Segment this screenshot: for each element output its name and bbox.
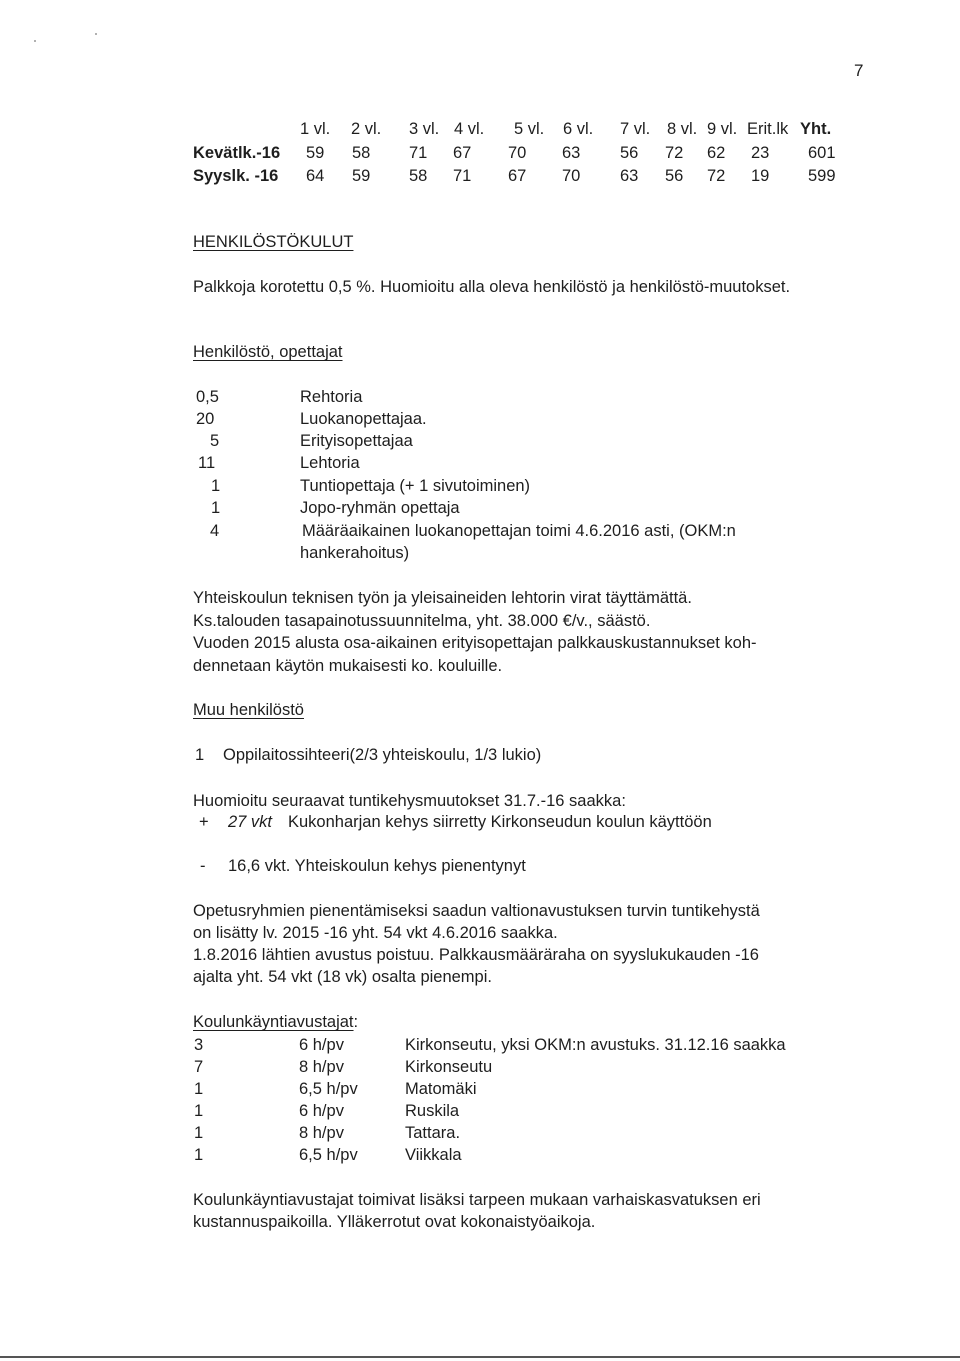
page-number: 7 <box>854 61 864 80</box>
header-total: Yht. <box>800 120 832 138</box>
staff-role: Jopo-ryhmän opettaja <box>300 499 460 517</box>
table-cell: 64 <box>306 167 325 185</box>
table-cell: 70 <box>562 167 581 185</box>
assistant-hours: 6 h/pv <box>299 1036 344 1054</box>
changes-intro: Huomioitu seuraavat tuntikehysmuutokset 31.7.-16 saakka: <box>193 792 626 810</box>
plus-text: Kukonharjan kehys siirretty Kirkonseudun koulun käyttöön <box>288 813 712 831</box>
header-grade-6: 6 vl. <box>563 120 594 138</box>
teachers-heading: Henkilöstö, opettajat <box>193 343 343 361</box>
scan-speck <box>34 40 36 42</box>
table-cell: 67 <box>508 167 527 185</box>
assistant-hours: 8 h/pv <box>299 1058 344 1076</box>
staff-role: Tuntiopettaja (+ 1 sivutoiminen) <box>300 477 531 495</box>
table-cell-total: 599 <box>808 167 836 185</box>
assistants-heading-colon: : <box>353 1013 359 1031</box>
assistants-heading-wrap <box>193 1011 358 1033</box>
table-cell: 59 <box>352 167 371 185</box>
plus-sign: + <box>199 813 209 831</box>
staff-role-continued: hankerahoitus) <box>300 544 410 562</box>
assistant-count: 1 <box>194 1080 204 1098</box>
table-cell: 71 <box>409 144 428 162</box>
minus-text: 16,6 vkt. Yhteiskoulun kehys pienentynyt <box>228 857 526 875</box>
scan-speck <box>95 33 97 35</box>
other-staff-heading: Muu henkilöstö <box>193 701 304 719</box>
assistant-place: Kirkonseutu <box>405 1058 493 1076</box>
staff-role: Lehtoria <box>300 454 360 472</box>
assistant-place: Ruskila <box>405 1102 460 1120</box>
closing-line: kustannuspaikoilla. Ylläkerrotut ovat kokonaistyöaikoja. <box>193 1213 596 1231</box>
table-cell: 58 <box>352 144 371 162</box>
table-cell: 72 <box>707 167 726 185</box>
assistant-count: 7 <box>194 1058 204 1076</box>
assistant-hours: 6,5 h/pv <box>299 1146 358 1164</box>
table-cell: 72 <box>665 144 684 162</box>
paragraph-line: 1.8.2016 lähtien avustus poistuu. Palkkausmääräraha on syyslukukauden -16 <box>193 946 759 964</box>
assistant-count: 1 <box>194 1102 204 1120</box>
header-grade-5: 5 vl. <box>514 120 545 138</box>
header-special: Erit.lk <box>747 120 789 138</box>
staff-role: Luokanopettajaa. <box>300 410 427 428</box>
intro-paragraph: Palkkoja korotettu 0,5 %. Huomioitu alla oleva henkilöstö ja henkilöstö-muutokset. <box>193 278 791 296</box>
row-label-spring: Kevätlk.-16 <box>193 144 281 162</box>
plus-amount: 27 vkt <box>228 813 273 831</box>
table-cell: 62 <box>707 144 726 162</box>
staff-count: 11 <box>198 454 216 472</box>
minus-sign: - <box>200 857 206 875</box>
other-staff-role: Oppilaitossihteeri(2/3 yhteiskoulu, 1/3 lukio) <box>223 746 542 764</box>
staff-count: 0,5 <box>196 388 219 406</box>
table-cell: 59 <box>306 144 325 162</box>
closing-line: Koulunkäyntiavustajat toimivat lisäksi tarpeen mukaan varhaiskasvatuksen eri <box>193 1191 761 1209</box>
header-grade-9: 9 vl. <box>707 120 738 138</box>
header-grade-1: 1 vl. <box>300 120 331 138</box>
staff-count: 1 <box>211 499 221 517</box>
paragraph-line: dennetaan käytön mukaisesti ko. kouluille. <box>193 657 503 675</box>
assistant-hours: 6 h/pv <box>299 1102 344 1120</box>
assistant-hours: 8 h/pv <box>299 1124 344 1142</box>
table-cell: 70 <box>508 144 527 162</box>
assistant-count: 1 <box>194 1124 204 1142</box>
staff-count: 1 <box>211 477 221 495</box>
paragraph-line: Opetusryhmien pienentämiseksi saadun valtionavustuksen turvin tuntikehystä <box>193 902 760 920</box>
paragraph-line: Yhteiskoulun teknisen työn ja yleisaineiden lehtorin virat täyttämättä. <box>193 589 692 607</box>
paragraph-line: Vuoden 2015 alusta osa-aikainen erityisopettajan palkkauskustannukset koh- <box>193 634 757 652</box>
assistants-heading: Koulunkäyntiavustajat <box>193 1013 354 1031</box>
table-cell: 63 <box>620 167 639 185</box>
staff-role: Erityisopettajaa <box>300 432 413 450</box>
assistant-place: Kirkonseutu, yksi OKM:n avustuks. 31.12.16 saakka <box>405 1036 786 1054</box>
header-grade-8: 8 vl. <box>667 120 698 138</box>
staff-count: 5 <box>210 432 220 450</box>
other-staff-count: 1 <box>195 746 205 764</box>
student-count-table <box>0 118 960 188</box>
table-cell: 19 <box>751 167 770 185</box>
table-cell: 71 <box>453 167 472 185</box>
staff-role: Määräaikainen luokanopettajan toimi 4.6.2016 asti, (OKM:n <box>302 522 736 540</box>
table-cell: 56 <box>665 167 684 185</box>
header-grade-4: 4 vl. <box>454 120 485 138</box>
header-grade-2: 2 vl. <box>351 120 382 138</box>
paragraph-line: Ks.talouden tasapainotussuunnitelma, yht. 38.000 €/v., säästö. <box>193 612 651 630</box>
assistant-place: Viikkala <box>405 1146 462 1164</box>
table-cell: 63 <box>562 144 581 162</box>
staff-role: Rehtoria <box>300 388 363 406</box>
assistant-place: Tattara. <box>405 1124 461 1142</box>
table-cell: 56 <box>620 144 639 162</box>
assistant-count: 3 <box>194 1036 204 1054</box>
table-cell: 58 <box>409 167 428 185</box>
header-grade-7: 7 vl. <box>620 120 651 138</box>
table-cell: 67 <box>453 144 472 162</box>
assistant-count: 1 <box>194 1146 204 1164</box>
staff-count: 20 <box>196 410 215 428</box>
assistant-place: Matomäki <box>405 1080 477 1098</box>
table-cell: 23 <box>751 144 770 162</box>
section-heading: HENKILÖSTÖKULUT <box>193 233 354 251</box>
paragraph-line: on lisätty lv. 2015 -16 yht. 54 vkt 4.6.2016 saakka. <box>193 924 558 942</box>
staff-count: 4 <box>210 522 220 540</box>
scan-bottom-edge <box>0 1356 960 1358</box>
row-label-autumn: Syyslk. -16 <box>193 167 279 185</box>
paragraph-line: ajalta yht. 54 vkt (18 vk) osalta pienempi. <box>193 968 492 986</box>
table-cell-total: 601 <box>808 144 836 162</box>
assistant-hours: 6,5 h/pv <box>299 1080 358 1098</box>
header-grade-3: 3 vl. <box>409 120 440 138</box>
